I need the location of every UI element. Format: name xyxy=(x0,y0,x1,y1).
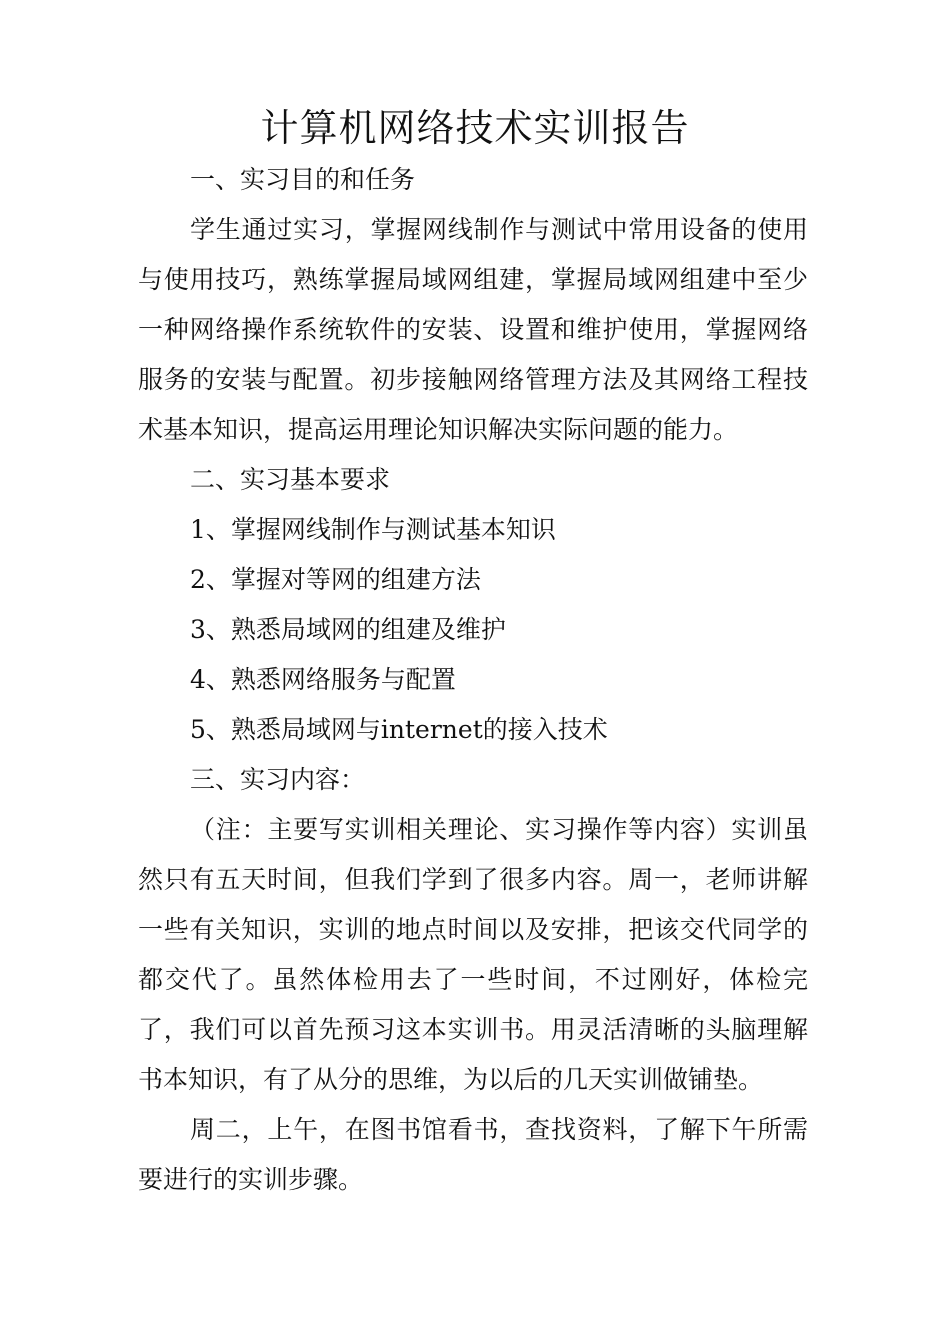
requirement-item-4: 4、熟悉网络服务与配置 xyxy=(190,665,456,694)
requirement-item-1: 1、掌握网线制作与测试基本知识 xyxy=(190,515,556,544)
paragraph-objectives: 学生通过实习，掌握网线制作与测试中常用设备的使用与使用技巧，熟练掌握局域网组建，掌握局域网组建中至少一种网络操作系统软件的安装、设置和维护使用，掌握网络服务的安装与配置。初步接触网络管理方法及其网络工程技术基本知识，提高运用理论知识解决实际问题的能力。 xyxy=(138,215,808,444)
paragraph-content-tuesday: 周二，上午，在图书馆看书，查找资料，了解下午所需要进行的实训步骤。 xyxy=(138,1115,808,1194)
requirement-item-5: 5、熟悉局域网与internet的接入技术 xyxy=(190,715,608,744)
document-body xyxy=(138,155,808,1205)
section-heading-requirements: 二、实习基本要求 xyxy=(190,465,391,494)
requirement-item-2: 2、掌握对等网的组建方法 xyxy=(190,565,481,594)
paragraph-content-monday: （注：主要写实训相关理论、实习操作等内容）实训虽然只有五天时间，但我们学到了很多内容。周一，老师讲解一些有关知识，实训的地点时间以及安排，把该交代同学的都交代了。虽然体检用去了一些时间，不过刚好，体检完了，我们可以首先预习这本实训书。用灵活清晰的头脑理解书本知识，有了从分的思维，为以后的几天实训做铺垫。 xyxy=(138,815,808,1094)
requirement-item-3: 3、熟悉局域网的组建及维护 xyxy=(190,615,506,644)
section-heading-content: 三、实习内容： xyxy=(190,765,366,794)
document-title: 计算机网络技术实训报告 xyxy=(260,106,690,150)
section-heading-objectives: 一、实习目的和任务 xyxy=(190,165,416,194)
